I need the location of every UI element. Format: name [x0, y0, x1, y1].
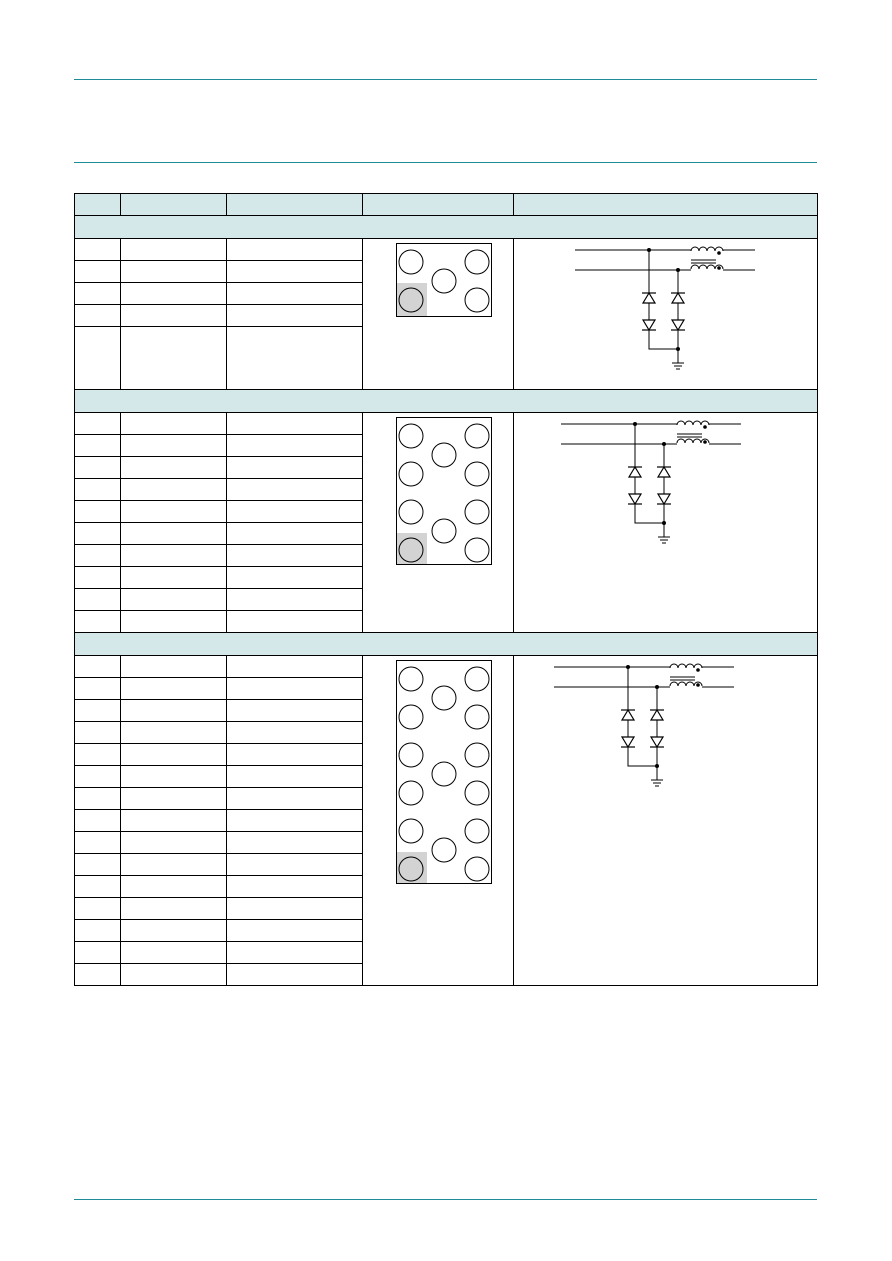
description-cell: [227, 964, 363, 986]
symbol-cell: [121, 327, 227, 390]
symbol-cell: [121, 567, 227, 589]
description-cell: [227, 832, 363, 854]
pin-cell: [75, 854, 121, 876]
package-outline: [396, 660, 492, 884]
symbol-cell: [121, 964, 227, 986]
table-header-row: [75, 194, 818, 216]
header-pin: [75, 194, 121, 216]
symbol-cell: [121, 283, 227, 305]
symbol-cell: [121, 854, 227, 876]
filter-schematic: [514, 417, 817, 549]
solder-ball: [465, 462, 489, 486]
solder-ball: [465, 667, 489, 691]
diode-down-symbol: [628, 494, 642, 504]
symbol-cell: [121, 523, 227, 545]
pin-cell: [75, 305, 121, 327]
solder-ball: [399, 250, 423, 274]
package-outline-cell: [363, 239, 514, 390]
description-cell: [227, 261, 363, 283]
solder-ball: [465, 743, 489, 767]
table-row: [75, 656, 818, 678]
solder-ball: [399, 424, 423, 448]
pin-cell: [75, 788, 121, 810]
pin-cell: [75, 700, 121, 722]
description-cell: [227, 766, 363, 788]
description-cell: [227, 788, 363, 810]
diode-down-symbol: [657, 494, 671, 504]
solder-ball: [399, 781, 423, 805]
solder-ball: [465, 288, 489, 312]
symbol-cell: [121, 589, 227, 611]
package-outline: [396, 243, 492, 317]
solder-ball: [465, 857, 489, 881]
solder-ball: [465, 705, 489, 729]
symbol-cell: [121, 722, 227, 744]
solder-ball: [465, 819, 489, 843]
table-row: [75, 239, 818, 261]
graphic-symbol-cell: [514, 413, 818, 633]
symbol-cell: [121, 501, 227, 523]
description-cell: [227, 523, 363, 545]
solder-ball: [432, 443, 456, 467]
pin-cell: [75, 898, 121, 920]
solder-ball: [399, 288, 423, 312]
symbol-cell: [121, 457, 227, 479]
pin-cell: [75, 744, 121, 766]
solder-ball: [399, 743, 423, 767]
description-cell: [227, 239, 363, 261]
pin-cell: [75, 876, 121, 898]
diode-down-symbol: [621, 737, 635, 747]
description-cell: [227, 920, 363, 942]
pin-cell: [75, 942, 121, 964]
pin-cell: [75, 810, 121, 832]
pin-cell: [75, 678, 121, 700]
description-cell: [227, 501, 363, 523]
description-cell: [227, 545, 363, 567]
pin-cell: [75, 964, 121, 986]
symbol-cell: [121, 261, 227, 283]
solder-ball: [465, 424, 489, 448]
header-simplified-outline: [363, 194, 514, 216]
pin-cell: [75, 832, 121, 854]
common-mode-choke: [677, 421, 709, 443]
common-mode-choke: [670, 664, 702, 686]
header-graphic-symbol: [514, 194, 818, 216]
description-cell: [227, 567, 363, 589]
description-cell: [227, 898, 363, 920]
solder-ball: [432, 762, 456, 786]
section-label: [75, 216, 818, 239]
polarity-dot: [703, 440, 707, 444]
pin-cell: [75, 239, 121, 261]
symbol-cell: [121, 678, 227, 700]
description-cell: [227, 810, 363, 832]
section-label: [75, 390, 818, 413]
solder-ball: [399, 705, 423, 729]
filter-schematic: [514, 660, 817, 792]
solder-ball: [399, 819, 423, 843]
description-cell: [227, 413, 363, 435]
symbol-cell: [121, 876, 227, 898]
pin-cell: [75, 722, 121, 744]
solder-ball: [399, 462, 423, 486]
package-outline-cell: [363, 656, 514, 986]
pin-cell: [75, 545, 121, 567]
pinning-table: [74, 193, 818, 986]
header-description: [227, 194, 363, 216]
ground-symbol: [651, 766, 663, 786]
section-row: [75, 216, 818, 239]
pin-cell: [75, 589, 121, 611]
solder-ball: [432, 519, 456, 543]
description-cell: [227, 854, 363, 876]
pin-cell: [75, 261, 121, 283]
section-row: [75, 633, 818, 656]
section-row: [75, 390, 818, 413]
polarity-dot: [717, 251, 721, 255]
filter-schematic: [514, 243, 817, 375]
pin-cell: [75, 283, 121, 305]
description-cell: [227, 744, 363, 766]
description-cell: [227, 457, 363, 479]
package-outline: [396, 417, 492, 565]
pin-cell: [75, 435, 121, 457]
symbol-cell: [121, 788, 227, 810]
description-cell: [227, 678, 363, 700]
pin-cell: [75, 611, 121, 633]
symbol-cell: [121, 700, 227, 722]
solder-ball: [465, 781, 489, 805]
section-label: [75, 633, 818, 656]
solder-ball: [432, 838, 456, 862]
header-symbol: [121, 194, 227, 216]
symbol-cell: [121, 942, 227, 964]
description-cell: [227, 942, 363, 964]
symbol-cell: [121, 435, 227, 457]
pin-cell: [75, 567, 121, 589]
pin-cell: [75, 457, 121, 479]
description-cell: [227, 656, 363, 678]
symbol-cell: [121, 832, 227, 854]
package-outline-cell: [363, 413, 514, 633]
symbol-cell: [121, 656, 227, 678]
diode-up-symbol: [628, 467, 642, 477]
solder-ball: [399, 667, 423, 691]
diode-down-symbol: [671, 320, 685, 330]
table-row: [75, 413, 818, 435]
description-cell: [227, 700, 363, 722]
symbol-cell: [121, 611, 227, 633]
description-cell: [227, 305, 363, 327]
diode-up-symbol: [671, 293, 685, 303]
diode-down-symbol: [650, 737, 664, 747]
description-cell: [227, 722, 363, 744]
pin-cell: [75, 327, 121, 390]
diode-up-symbol: [642, 293, 656, 303]
description-cell: [227, 479, 363, 501]
symbol-cell: [121, 898, 227, 920]
solder-ball: [465, 250, 489, 274]
polarity-dot: [696, 683, 700, 687]
solder-ball: [399, 500, 423, 524]
symbol-cell: [121, 920, 227, 942]
solder-ball: [432, 686, 456, 710]
symbol-cell: [121, 239, 227, 261]
common-mode-choke: [691, 247, 723, 269]
diode-up-symbol: [621, 710, 635, 720]
diode-down-symbol: [642, 320, 656, 330]
pin-cell: [75, 766, 121, 788]
symbol-cell: [121, 766, 227, 788]
graphic-symbol-cell: [514, 656, 818, 986]
pin-cell: [75, 523, 121, 545]
description-cell: [227, 435, 363, 457]
diode-up-symbol: [657, 467, 671, 477]
pin-cell: [75, 920, 121, 942]
solder-ball: [465, 538, 489, 562]
polarity-dot: [703, 425, 707, 429]
top-rule: [74, 79, 817, 80]
ground-symbol: [672, 349, 684, 369]
pin-cell: [75, 501, 121, 523]
description-cell: [227, 327, 363, 390]
diode-up-symbol: [650, 710, 664, 720]
symbol-cell: [121, 810, 227, 832]
symbol-cell: [121, 305, 227, 327]
description-cell: [227, 876, 363, 898]
description-cell: [227, 611, 363, 633]
polarity-dot: [717, 266, 721, 270]
solder-ball: [399, 538, 423, 562]
symbol-cell: [121, 545, 227, 567]
footer-rule: [74, 1199, 817, 1200]
ground-symbol: [658, 523, 670, 543]
solder-ball: [399, 857, 423, 881]
symbol-cell: [121, 413, 227, 435]
symbol-cell: [121, 744, 227, 766]
pin-cell: [75, 413, 121, 435]
description-cell: [227, 283, 363, 305]
solder-ball: [465, 500, 489, 524]
symbol-cell: [121, 479, 227, 501]
polarity-dot: [696, 668, 700, 672]
graphic-symbol-cell: [514, 239, 818, 390]
header-rule: [74, 162, 817, 163]
solder-ball: [432, 269, 456, 293]
pin-cell: [75, 656, 121, 678]
description-cell: [227, 589, 363, 611]
pin-cell: [75, 479, 121, 501]
